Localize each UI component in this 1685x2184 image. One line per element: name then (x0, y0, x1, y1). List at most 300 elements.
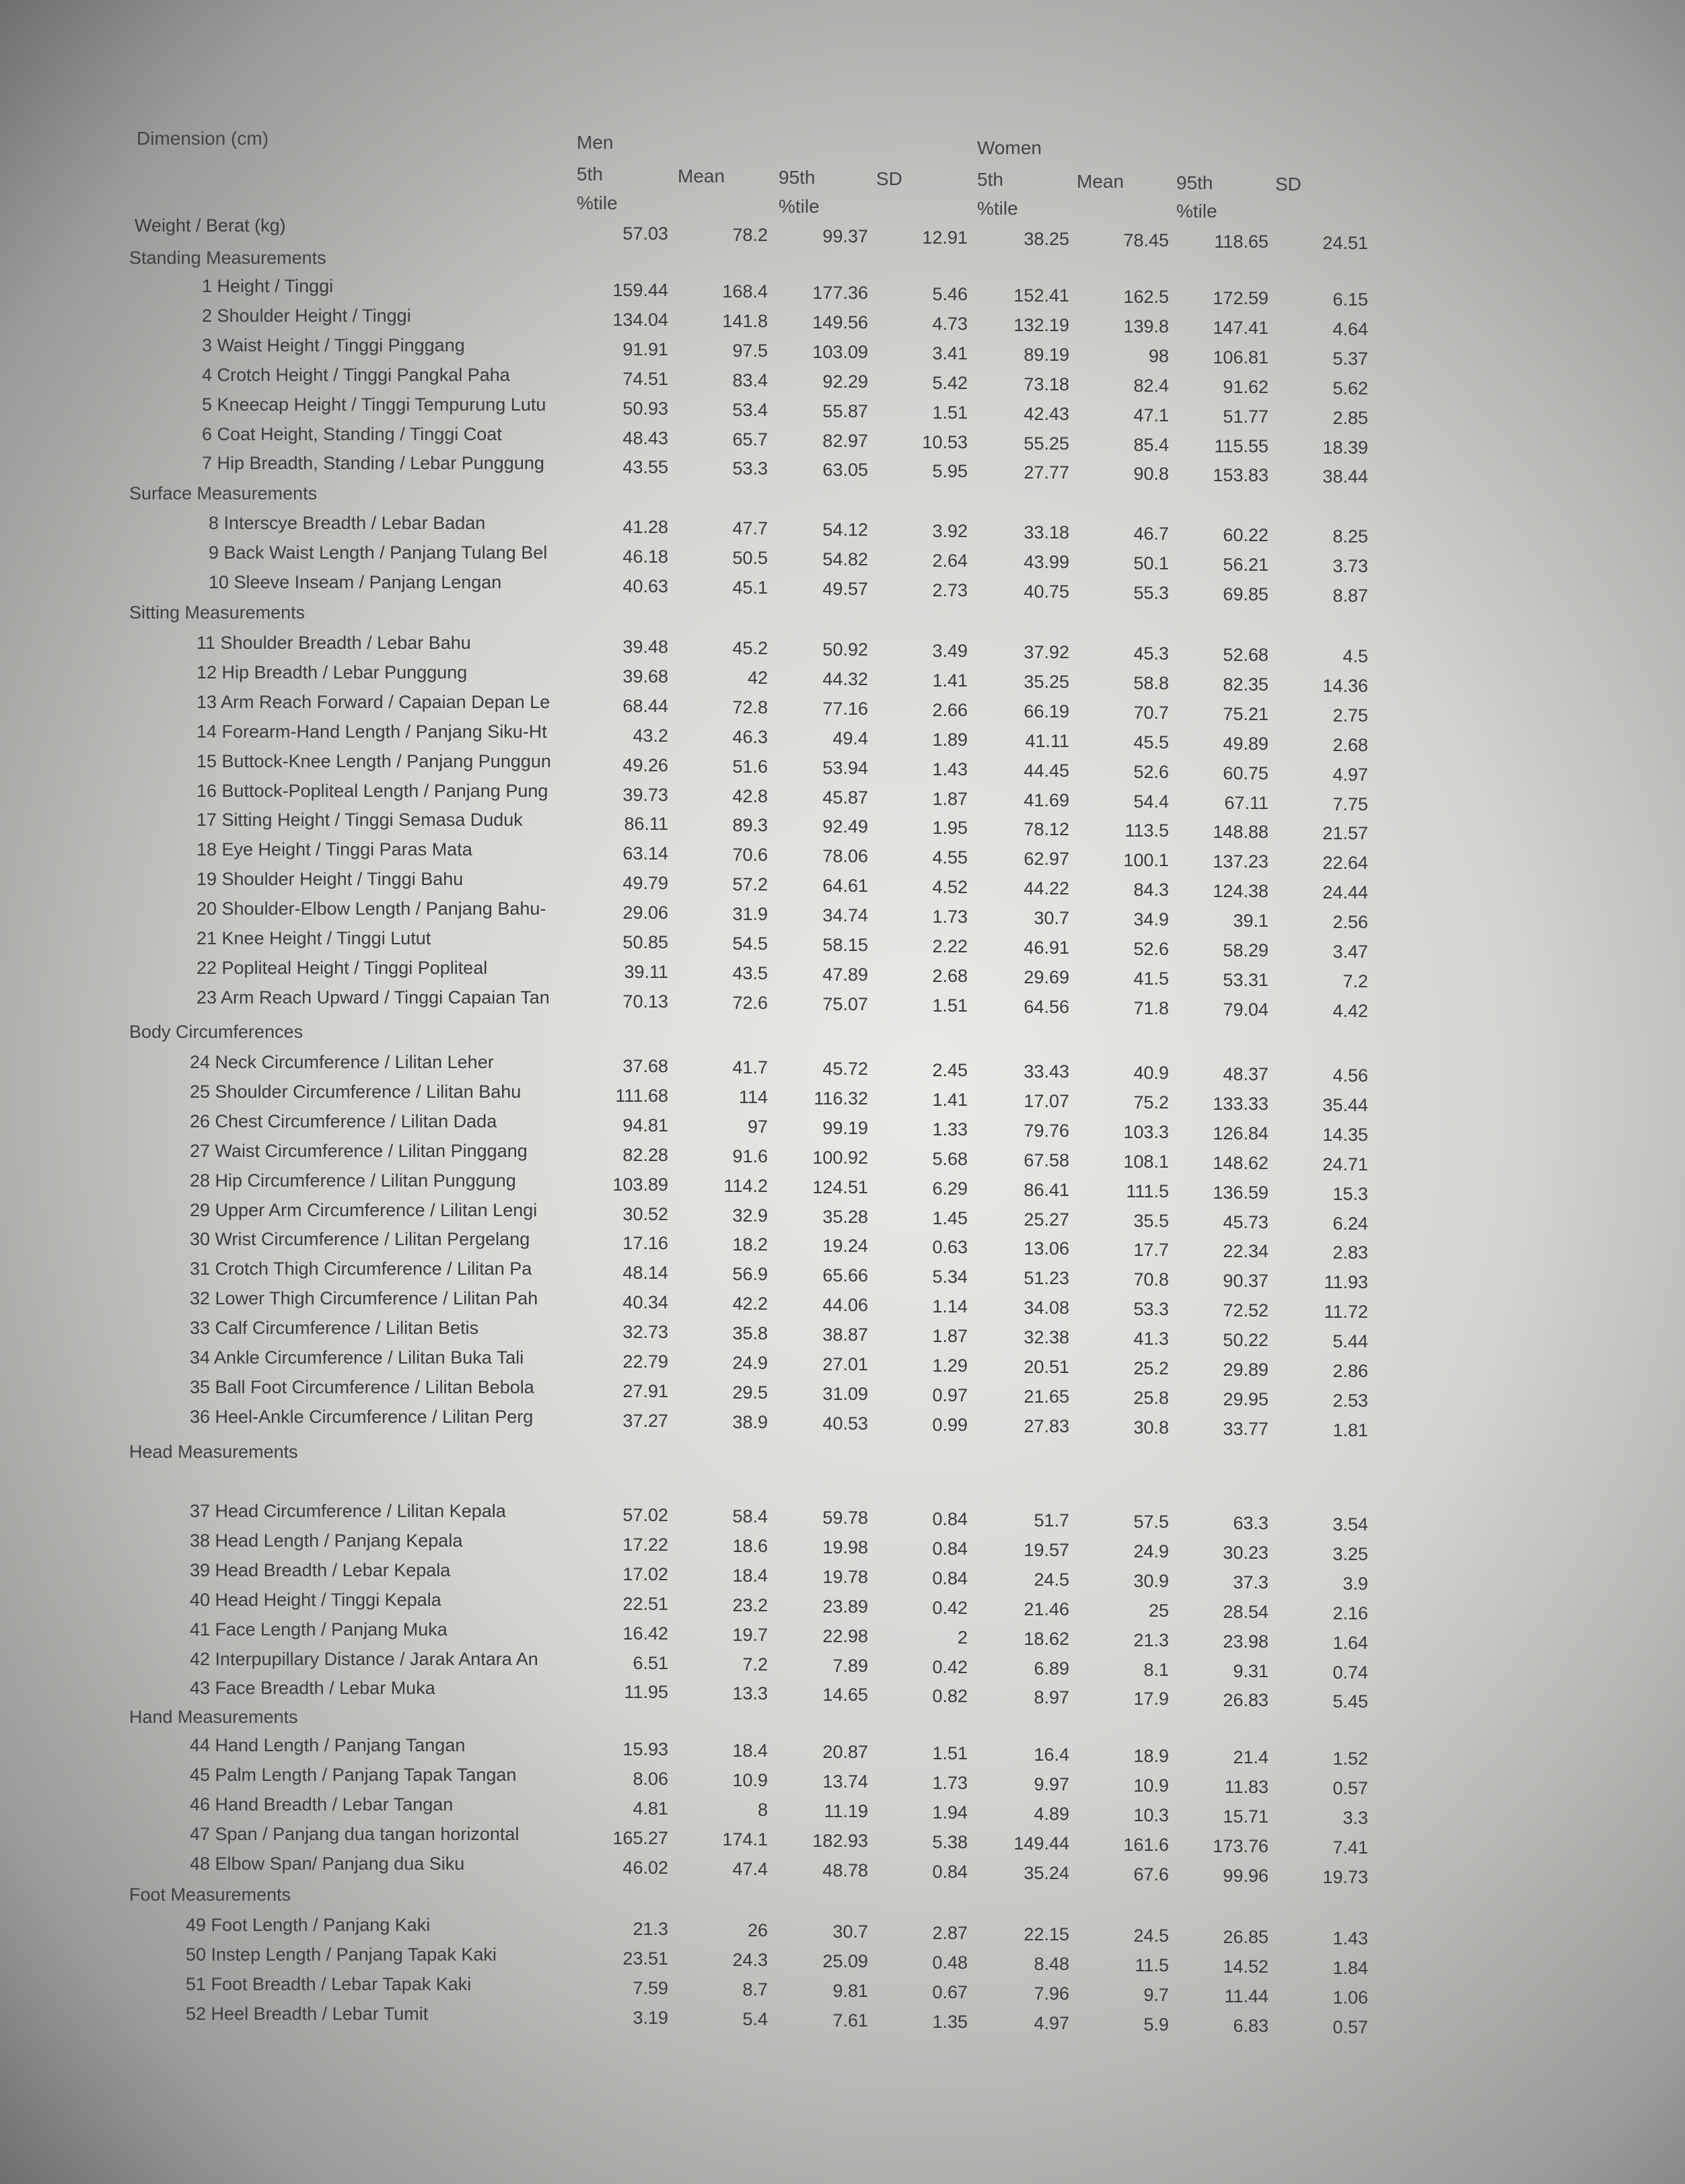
men-sd-value: 3.49 (932, 641, 968, 661)
women-5th-value: 79.76 (1024, 1121, 1069, 1141)
women-mean-value: 54.4 (1133, 791, 1169, 812)
women-95th-value: 11.83 (1224, 1777, 1268, 1797)
women-mean-value: 75.2 (1133, 1092, 1169, 1113)
men-5th-pctile: %tile (577, 192, 618, 213)
men-95th-value: 75.07 (822, 994, 868, 1014)
women-mean-value: 55.3 (1133, 583, 1169, 603)
women-sd-value: 2.16 (1332, 1603, 1368, 1623)
dimension-label: 51 Foot Breadth / Lebar Tapak Kaki (186, 1974, 472, 1994)
men-5th-value: 41.28 (622, 517, 668, 537)
women-95th-value: 147.41 (1213, 318, 1268, 338)
women-95th-value: 58.29 (1223, 940, 1268, 960)
table-row (0, 839, 1685, 873)
men-sd-value: 1.14 (932, 1296, 968, 1316)
table-row (0, 810, 1685, 843)
women-sd-value: 3.9 (1342, 1574, 1368, 1594)
men-5th-value: 82.28 (622, 1145, 668, 1165)
table-row (0, 1974, 1685, 2008)
men-sd-value: 4.52 (932, 877, 968, 897)
women-mean-value: 67.6 (1133, 1864, 1169, 1884)
dimension-label: 33 Calf Circumference / Lilitan Betis (190, 1318, 479, 1338)
men-5th-value: 48.14 (622, 1263, 668, 1283)
table-row (0, 572, 1685, 606)
table-row (0, 1915, 1685, 1948)
women-mean-value: 41.3 (1133, 1329, 1169, 1349)
dimension-label: 9 Back Waist Length / Panjang Tulang Bel (209, 542, 548, 563)
women-mean-value: 71.8 (1133, 998, 1169, 1018)
men-mean-value: 24.3 (732, 1950, 768, 1970)
men-mean-value: 72.6 (732, 993, 768, 1013)
men-95th-value: 31.09 (822, 1384, 868, 1404)
women-sd-value: 4.56 (1332, 1065, 1368, 1086)
table-row (0, 1170, 1685, 1204)
men-sd-value: 0.84 (932, 1568, 968, 1588)
dimension-label: 46 Hand Breadth / Lebar Tangan (190, 1794, 454, 1815)
table-row (0, 1530, 1685, 1564)
table-row (0, 928, 1685, 962)
women-sd-value: 1.52 (1332, 1749, 1368, 1769)
women-sd-value: 7.75 (1332, 794, 1368, 814)
women-mean-value: 45.3 (1133, 643, 1169, 664)
men-5th-value: 37.27 (622, 1411, 668, 1431)
dimension-label: 50 Instep Length / Panjang Tapak Kaki (186, 1944, 497, 1965)
weight-label: Weight / Berat (kg) (135, 215, 286, 236)
men-sd-value: 0.82 (932, 1686, 968, 1706)
dimension-label: 49 Foot Length / Panjang Kaki (186, 1915, 431, 1935)
women-95th-value: 60.75 (1223, 763, 1268, 783)
men-sd-value: 1.29 (932, 1355, 968, 1376)
men-5th-value: 39.11 (624, 962, 668, 982)
men-95th-value: 44.06 (822, 1295, 868, 1315)
women-sd-value: 0.57 (1332, 2017, 1368, 2037)
dimension-label: 35 Ball Foot Circumference / Lilitan Bebola (190, 1377, 534, 1397)
men-mean-value: 43.5 (732, 963, 768, 983)
women-sd-value: 14.36 (1322, 676, 1368, 696)
table-row (0, 453, 1685, 487)
men-mean-value: 51.6 (732, 756, 768, 777)
women-5th-value: 34.08 (1024, 1298, 1069, 1318)
men-95th-value: 45.72 (822, 1059, 868, 1079)
men-95th-value: 30.7 (832, 1922, 868, 1942)
men-mean-value: 53.3 (732, 458, 768, 479)
men-95th-value: 116.32 (814, 1088, 868, 1108)
men-5th-value: 11.95 (624, 1682, 668, 1702)
table-row (0, 2004, 1685, 2037)
dimension-label: 18 Eye Height / Tinggi Paras Mata (196, 839, 472, 859)
men-mean-value: 45.2 (732, 638, 768, 658)
women-sd-value: 3.47 (1332, 942, 1368, 962)
section-title: Sitting Measurements (129, 602, 306, 623)
women-5th-value: 73.18 (1024, 374, 1069, 394)
men-5th-value: 16.42 (622, 1623, 668, 1644)
dimension-label: 38 Head Length / Panjang Kepala (190, 1530, 463, 1551)
men-95th-value: 47.89 (822, 964, 868, 985)
men-sd-value: 0.97 (932, 1385, 968, 1405)
women-mean-value: 41.5 (1133, 968, 1169, 989)
dimension-header: Dimension (cm) (137, 128, 269, 149)
women-95th-value: 9.31 (1233, 1661, 1268, 1681)
men-sd-value: 0.84 (932, 1539, 968, 1559)
men-95th-value: 11.19 (824, 1801, 868, 1821)
women-mean-value: 162.5 (1123, 287, 1169, 307)
women-95th-value: 60.22 (1223, 525, 1268, 545)
women-95th-value: 79.04 (1223, 999, 1268, 1020)
men-sd-header: SD (876, 168, 902, 189)
women-5th-value: 35.25 (1024, 672, 1069, 692)
women-95th-value: 91.62 (1223, 377, 1268, 397)
women-mean-value: 52.6 (1133, 762, 1169, 782)
men-5th-value: 159.44 (612, 280, 668, 300)
women-5th-value: 51.23 (1024, 1268, 1069, 1288)
men-5th-value: 50.85 (622, 932, 668, 952)
women-95th-value: 75.21 (1223, 704, 1268, 724)
men-95th-value: 49.57 (822, 579, 868, 599)
men-sd-value: 1.89 (932, 730, 968, 750)
women-95th-value: 136.59 (1213, 1183, 1268, 1203)
men-95th-value: 50.92 (822, 639, 868, 660)
men-mean-value: 42.8 (732, 786, 768, 806)
women-95th-value: 21.4 (1233, 1747, 1268, 1767)
dimension-label: 7 Hip Breadth, Standing / Lebar Punggung (202, 453, 544, 473)
men-mean-value: 32.9 (732, 1205, 768, 1226)
women-95th-value: 15.71 (1223, 1806, 1268, 1827)
men-5th-value: 39.48 (622, 637, 668, 657)
men-mean-value: 18.4 (732, 1740, 768, 1761)
dimension-label: 26 Chest Circumference / Lilitan Dada (190, 1111, 497, 1131)
men-sd-value: 2.73 (932, 580, 968, 600)
dimension-label: 10 Sleeve Inseam / Panjang Lengan (209, 572, 502, 592)
women-mean-value: 24.5 (1133, 1926, 1169, 1946)
women-sd-value: 5.62 (1332, 378, 1368, 398)
women-5th-value: 27.83 (1024, 1416, 1069, 1436)
men-5th-value: 46.02 (622, 1858, 668, 1878)
weight-men-mean: 78.2 (732, 225, 768, 245)
table-row (0, 1318, 1685, 1351)
women-sd-value: 38.44 (1322, 466, 1368, 487)
women-95th-value: 26.85 (1223, 1927, 1268, 1947)
dimension-label: 14 Forearm-Hand Length / Panjang Siku-Ht (196, 721, 547, 742)
dimension-label: 17 Sitting Height / Tinggi Semasa Duduk (196, 810, 523, 830)
men-sd-value: 4.73 (932, 314, 968, 334)
table-row (0, 1052, 1685, 1086)
men-sd-value: 0.42 (932, 1657, 968, 1677)
men-mean-value: 54.5 (732, 934, 768, 954)
women-5th-value: 33.18 (1024, 522, 1069, 542)
women-mean-value: 46.7 (1133, 524, 1169, 544)
weight-women-95th: 118.65 (1214, 232, 1268, 252)
dimension-label: 15 Buttock-Knee Length / Panjang Punggun (196, 751, 551, 771)
women-sd-value: 4.64 (1332, 319, 1368, 339)
men-mean-value: 47.4 (732, 1859, 768, 1879)
table-row (0, 781, 1685, 814)
men-5th-value: 111.68 (615, 1086, 668, 1106)
table-row (0, 1288, 1685, 1322)
men-5th-value: 43.55 (622, 457, 668, 477)
women-mean-value: 11.5 (1135, 1955, 1169, 1975)
women-5th-value: 21.46 (1024, 1599, 1069, 1619)
men-mean-value: 114 (738, 1087, 768, 1107)
men-mean-value: 42 (747, 668, 768, 688)
women-5th-value: 35.24 (1024, 1863, 1069, 1883)
table-row (0, 394, 1685, 428)
women-5th-value: 89.19 (1024, 345, 1069, 365)
men-mean-value: 97.5 (732, 341, 768, 361)
women-95th-value: 69.85 (1223, 584, 1268, 604)
men-95th-value: 19.98 (822, 1537, 868, 1557)
men-sd-value: 1.35 (932, 2012, 968, 2032)
women-sd-value: 11.93 (1324, 1272, 1368, 1292)
women-95th-value: 115.55 (1214, 436, 1268, 456)
women-5th-value: 33.43 (1024, 1061, 1069, 1082)
women-sd-value: 2.68 (1332, 735, 1368, 755)
dimension-label: 23 Arm Reach Upward / Tinggi Capaian Tan (196, 987, 550, 1008)
men-5th-value: 7.59 (633, 1978, 668, 1998)
table-row (0, 1824, 1685, 1858)
women-5th-value: 20.51 (1024, 1357, 1069, 1377)
men-sd-value: 1.41 (932, 670, 968, 691)
men-5th-value: 22.51 (622, 1594, 668, 1614)
women-sd-value: 14.35 (1322, 1125, 1368, 1145)
weight-women-sd: 24.51 (1322, 233, 1368, 253)
women-sd-value: 35.44 (1322, 1095, 1368, 1115)
women-5th-value: 30.7 (1034, 908, 1069, 928)
women-sd-value: 2.56 (1332, 912, 1368, 932)
women-95th-value: 28.54 (1223, 1602, 1268, 1622)
women-5th-value: 16.4 (1034, 1745, 1069, 1765)
men-95th-value: 54.12 (822, 520, 868, 540)
women-5th-value: 9.97 (1034, 1774, 1069, 1794)
dimension-label: 5 Kneecap Height / Tinggi Tempurung Lutu (202, 394, 546, 415)
women-sd-value: 2.75 (1332, 705, 1368, 726)
table-row (0, 1200, 1685, 1234)
dimension-label: 48 Elbow Span/ Panjang dua Siku (190, 1854, 465, 1874)
men-sd-value: 5.34 (932, 1267, 968, 1287)
men-5th-value: 68.44 (622, 696, 668, 716)
men-5th-value: 23.51 (622, 1948, 668, 1969)
men-95th-value: 92.29 (822, 372, 868, 392)
women-sd-value: 5.37 (1332, 349, 1368, 369)
table-row (0, 1141, 1685, 1174)
women-sd-value: 11.72 (1324, 1302, 1368, 1322)
table-row (0, 1259, 1685, 1292)
women-5th-value: 55.25 (1024, 433, 1069, 454)
women-95th-value: 11.44 (1224, 1986, 1268, 2006)
men-sd-value: 10.53 (922, 432, 968, 452)
women-mean-value: 34.9 (1133, 909, 1169, 929)
men-95th-value: 49.4 (832, 728, 868, 748)
men-95th-value: 7.61 (832, 2010, 868, 2031)
women-mean-value: 30.8 (1133, 1417, 1169, 1438)
men-sd-value: 3.92 (932, 521, 968, 541)
dimension-label: 52 Heel Breadth / Lebar Tumit (186, 2004, 429, 2024)
women-5th-value: 78.12 (1024, 819, 1069, 839)
women-95th-value: 153.83 (1213, 465, 1268, 485)
men-mean-value: 7.2 (742, 1654, 768, 1675)
men-95th-value: 45.87 (822, 787, 868, 808)
women-95th-value: 148.62 (1213, 1153, 1268, 1173)
women-95th-value: 51.77 (1223, 407, 1268, 427)
men-95th-value: 100.92 (812, 1148, 868, 1168)
table-row (0, 751, 1685, 785)
women-mean-value: 24.9 (1133, 1541, 1169, 1561)
women-mean-value: 9.7 (1143, 1985, 1169, 2005)
men-sd-value: 1.41 (932, 1090, 968, 1110)
women-sd-value: 5.45 (1332, 1691, 1368, 1712)
men-5th-value: 49.26 (622, 755, 668, 775)
men-sd-value: 5.46 (932, 284, 968, 304)
women-sd-value: 2.85 (1332, 408, 1368, 428)
women-sd-value: 8.25 (1332, 526, 1368, 547)
men-95th-value: 23.89 (822, 1596, 868, 1617)
men-mean-value: 58.4 (732, 1506, 768, 1526)
men-sd-value: 0.84 (932, 1862, 968, 1882)
men-5th-value: 39.73 (622, 785, 668, 805)
women-95th-value: 49.89 (1223, 734, 1268, 754)
men-5th-value: 6.51 (633, 1653, 668, 1673)
men-95th-value: 149.56 (812, 312, 868, 332)
women-mean-value: 5.9 (1143, 2014, 1169, 2035)
men-5th-value: 40.63 (622, 576, 668, 596)
women-95th-value: 33.77 (1223, 1419, 1268, 1439)
men-mean-value: 19.7 (732, 1625, 768, 1645)
women-5th-value: 18.62 (1024, 1629, 1069, 1649)
men-95th-value: 14.65 (822, 1685, 868, 1705)
dimension-label: 47 Span / Panjang dua tangan horizontal (190, 1824, 519, 1844)
men-mean-value: 174.1 (722, 1829, 768, 1850)
men-95th-value: 77.16 (822, 699, 868, 719)
table-row (0, 1765, 1685, 1798)
table-row (0, 335, 1685, 369)
women-sd-value: 21.57 (1322, 823, 1368, 843)
women-sd-value: 5.44 (1332, 1331, 1368, 1351)
weight-men-sd: 12.91 (922, 227, 968, 248)
table-row (0, 1082, 1685, 1115)
men-95th-value: 64.61 (822, 876, 868, 896)
men-mean-value: 65.7 (732, 429, 768, 450)
men-sd-value: 0.84 (932, 1509, 968, 1529)
women-sd-value: 0.57 (1332, 1778, 1368, 1798)
table-row (0, 721, 1685, 755)
men-5th-value: 39.68 (622, 666, 668, 686)
women-95th-value: 52.68 (1223, 645, 1268, 665)
men-95th-value: 20.87 (822, 1742, 868, 1762)
men-sd-value: 1.94 (932, 1802, 968, 1823)
men-sd-value: 0.99 (932, 1415, 968, 1435)
men-mean-value: 10.9 (732, 1770, 768, 1790)
men-95th-value: 78.06 (822, 846, 868, 866)
men-5th-value: 8.06 (633, 1769, 668, 1789)
women-sd-value: 15.3 (1332, 1184, 1368, 1204)
men-5th-value: 4.81 (633, 1798, 668, 1819)
women-5th-value: 32.38 (1024, 1327, 1069, 1347)
men-mean-value: 83.4 (732, 370, 768, 390)
dimension-label: 27 Waist Circumference / Lilitan Pinggang (190, 1141, 528, 1161)
dimension-label: 29 Upper Arm Circumference / Lilitan Lengi (190, 1200, 538, 1220)
table-row (0, 513, 1685, 547)
men-mean-value: 35.8 (732, 1323, 768, 1343)
women-sd-value: 1.84 (1332, 1958, 1368, 1978)
dimension-label: 1 Height / Tinggi (202, 276, 334, 296)
table-row (0, 306, 1685, 339)
men-sd-value: 0.67 (932, 1982, 968, 2002)
men-sd-value: 1.95 (932, 818, 968, 838)
men-sd-value: 4.55 (932, 847, 968, 868)
men-5th-value: 63.14 (622, 843, 668, 864)
men-sd-value: 1.51 (932, 402, 968, 423)
men-95th-value: 54.82 (822, 549, 868, 569)
men-95th-value: 103.09 (812, 342, 868, 362)
women-mean-value: 84.3 (1133, 880, 1169, 900)
men-5th-value: 57.02 (622, 1505, 668, 1525)
women-5th-value: 67.58 (1024, 1150, 1069, 1170)
men-95th-value: 63.05 (822, 460, 868, 480)
men-mean-value: 47.7 (732, 518, 768, 538)
men-95th-value: 82.97 (822, 431, 868, 451)
men-95th-value: 9.81 (832, 1981, 868, 2001)
dimension-label: 28 Hip Circumference / Lilitan Punggung (190, 1170, 516, 1191)
women-95th-value: 124.38 (1213, 881, 1268, 901)
women-5th-value: 37.92 (1024, 642, 1069, 662)
women-5th-value: 24.5 (1034, 1570, 1069, 1590)
men-mean-value: 141.8 (722, 311, 768, 331)
women-95th-value: 45.73 (1223, 1212, 1268, 1232)
women-mean-value: 90.8 (1133, 464, 1169, 484)
dimension-label: 25 Shoulder Circumference / Lilitan Bahu (190, 1082, 522, 1102)
men-95th-value: 99.19 (822, 1118, 868, 1138)
men-5th-value: 40.34 (622, 1292, 668, 1312)
men-5th-value: 21.3 (633, 1919, 668, 1939)
women-sd-value: 2.83 (1332, 1242, 1368, 1263)
men-mean-value: 168.4 (722, 281, 768, 302)
women-5th-value: 19.57 (1024, 1540, 1069, 1560)
men-95th-value: 58.15 (822, 935, 868, 955)
men-95th-value: 53.94 (822, 758, 868, 778)
men-95th-value: 27.01 (822, 1354, 868, 1374)
women-5th-header: 5th (977, 169, 1003, 190)
women-sd-value: 1.06 (1332, 1987, 1368, 2008)
women-95th-value: 53.31 (1223, 970, 1268, 990)
dimension-label: 43 Face Breadth / Lebar Muka (190, 1678, 435, 1698)
table-row (0, 1407, 1685, 1440)
women-mean-value: 57.5 (1133, 1512, 1169, 1532)
men-mean-value: 97 (747, 1117, 768, 1137)
men-sd-value: 2.45 (932, 1060, 968, 1080)
women-95th-value: 22.34 (1223, 1241, 1268, 1261)
table-row (0, 1944, 1685, 1978)
table-row (0, 365, 1685, 398)
men-5th-value: 50.93 (622, 398, 668, 419)
men-mean-header: Mean (678, 166, 725, 186)
men-mean-value: 24.9 (732, 1353, 768, 1373)
table-row (0, 899, 1685, 932)
men-sd-value: 1.51 (932, 1743, 968, 1763)
women-5th-value: 29.69 (1024, 967, 1069, 987)
men-95th-value: 19.24 (822, 1236, 868, 1256)
women-mean-value: 30.9 (1133, 1571, 1169, 1591)
women-mean-value: 25.2 (1133, 1358, 1169, 1378)
dimension-label: 44 Hand Length / Panjang Tangan (190, 1735, 466, 1755)
men-sd-value: 3.41 (932, 343, 968, 363)
women-5th-value: 21.65 (1024, 1386, 1069, 1407)
women-5th-value: 42.43 (1024, 404, 1069, 424)
dimension-label: 31 Crotch Thigh Circumference / Lilitan Pa (190, 1259, 532, 1279)
men-5th-value: 22.79 (622, 1351, 668, 1372)
women-mean-value: 40.9 (1133, 1063, 1169, 1083)
women-mean-value: 17.7 (1133, 1240, 1169, 1260)
men-95th-value: 177.36 (812, 283, 868, 303)
women-95th-value: 82.35 (1223, 674, 1268, 695)
men-5th-value: 17.22 (622, 1535, 668, 1555)
